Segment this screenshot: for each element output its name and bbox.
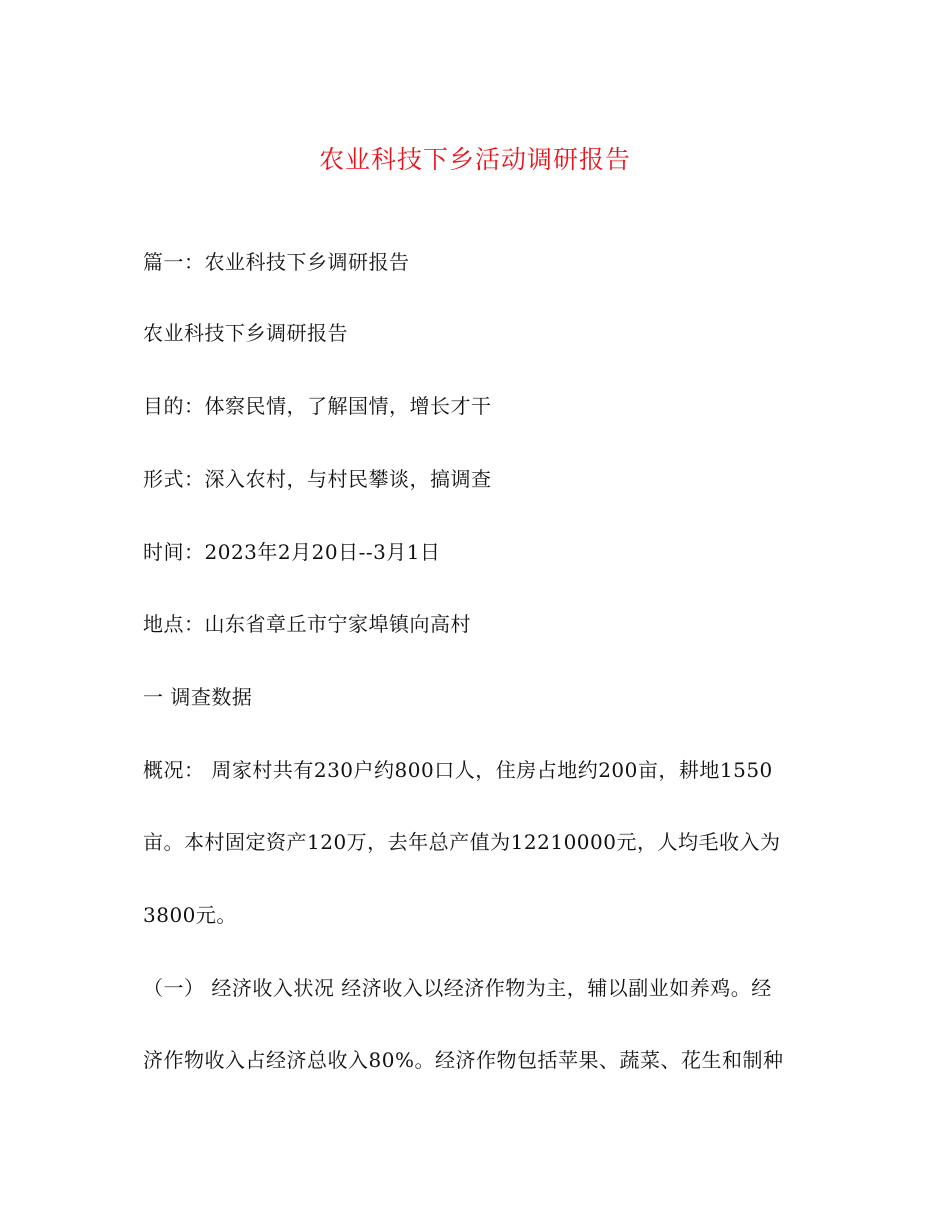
paragraph-line: 亩。本村固定资产120万，去年总产值为12210000元，人均毛收入为: [143, 830, 781, 854]
paragraph-line: 地点：山东省章丘市宁家埠镇向高村: [143, 612, 471, 636]
paragraph-line: 形式：深入农村，与村民攀谈，搞调查: [143, 467, 492, 491]
paragraph-line: 时间：2023年2月20日--3月1日: [143, 540, 441, 564]
paragraph-line: 篇一：农业科技下乡调研报告: [143, 250, 410, 274]
document-title: 农业科技下乡活动调研报告: [318, 145, 631, 174]
paragraph-line: 济作物收入占经济总收入80%。经济作物包括苹果、蔬菜、花生和制种: [143, 1048, 784, 1072]
paragraph-line: 农业科技下乡调研报告: [143, 321, 348, 345]
paragraph-line: 目的：体察民情，了解国情，增长才干: [143, 394, 492, 418]
paragraph-line: （一） 经济收入状况 经济收入以经济作物为主，辅以副业如养鸡。经: [143, 976, 772, 1000]
paragraph-line: 3800元。: [143, 903, 237, 927]
paragraph-line: 概况： 周家村共有230户约800口人，住房占地约200亩，耕地1550: [143, 758, 773, 782]
section-heading: 一 调查数据: [143, 685, 253, 709]
